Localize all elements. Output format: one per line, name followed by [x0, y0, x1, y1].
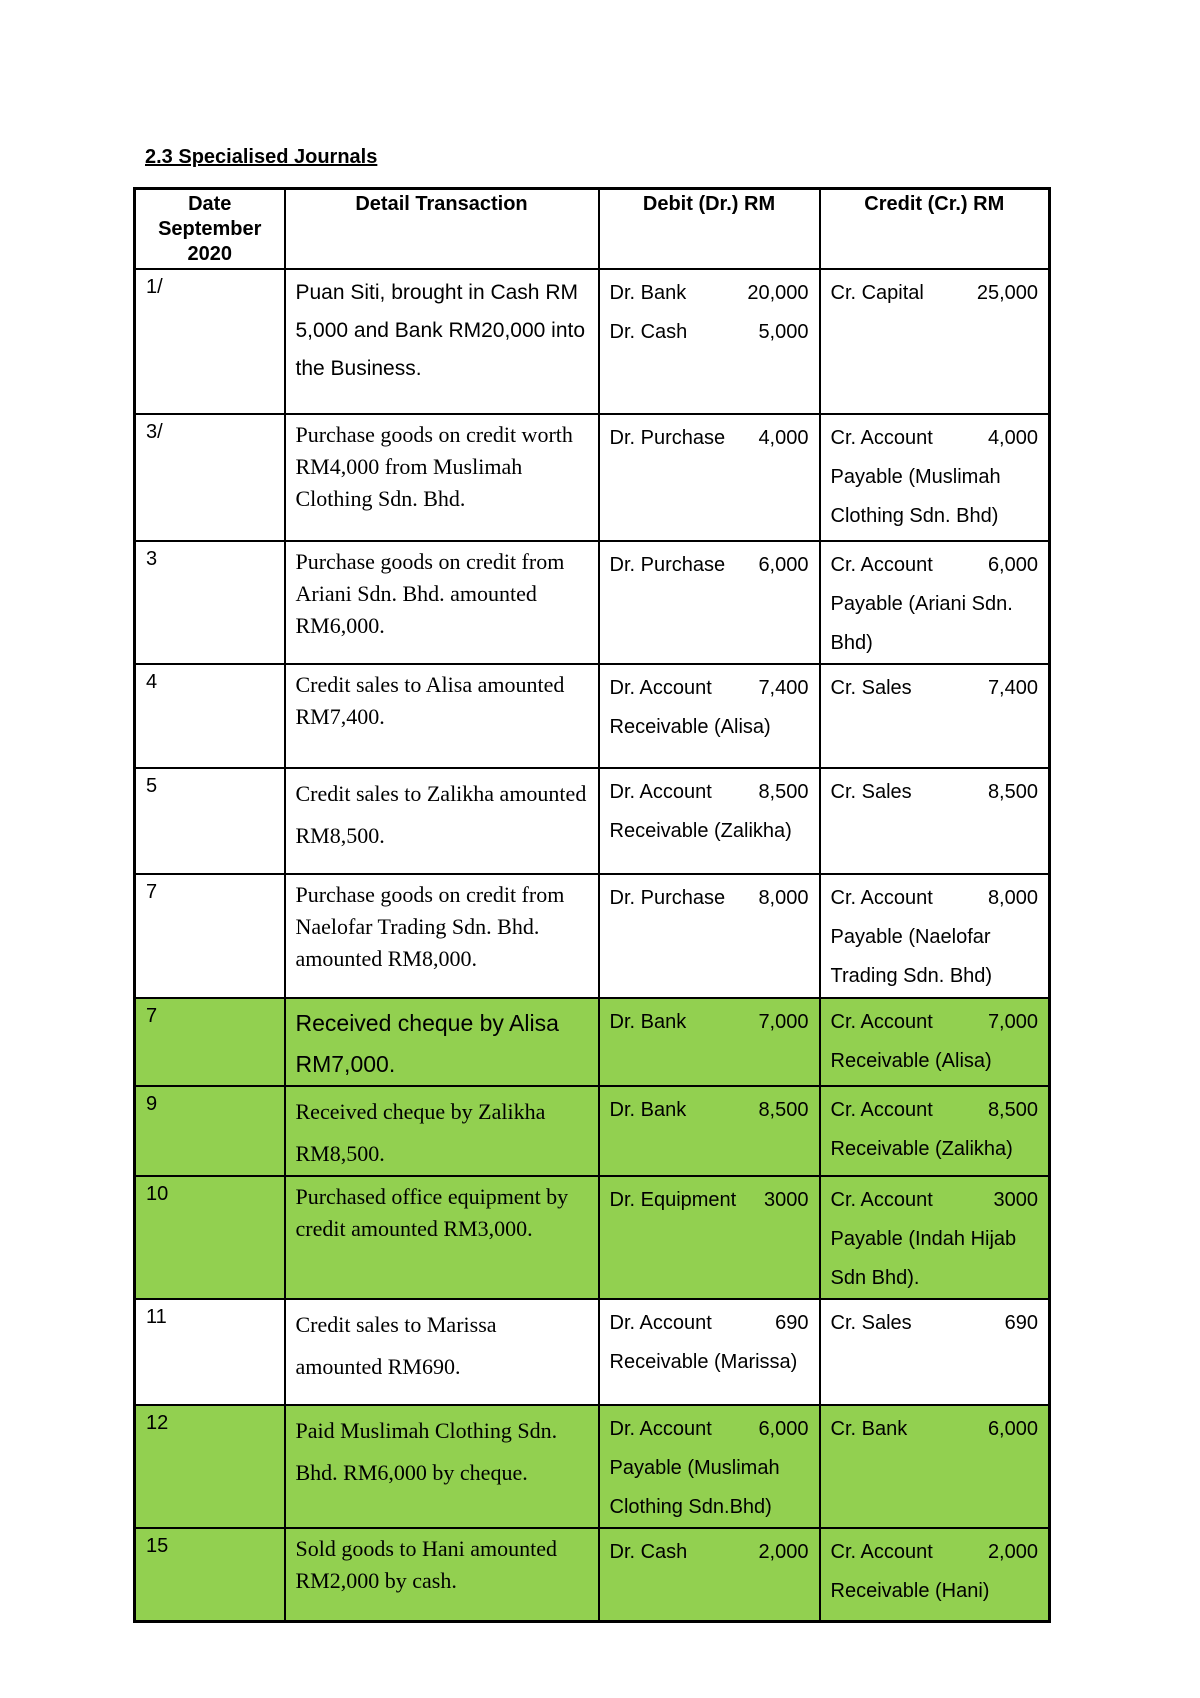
detail-cell: Purchase goods on credit from Ariani Sdn. Bhd. amounted RM6,000.: [285, 541, 599, 664]
column-header-debit: Debit (Dr.) RM: [599, 189, 820, 270]
debit-amount: 8,000: [758, 887, 809, 909]
table-row: [135, 1086, 1050, 1176]
table-header-row: [135, 189, 1050, 270]
journal-table: [133, 187, 1051, 1623]
date-cell: 9: [135, 1086, 285, 1176]
date-cell: 1/: [135, 269, 285, 414]
table-row: [135, 1528, 1050, 1621]
credit-label: Cr. Account: [830, 554, 933, 576]
date-cell: 3: [135, 541, 285, 664]
debit-cell: [599, 664, 820, 768]
column-header-date-line: Date: [188, 193, 232, 215]
detail-cell: Credit sales to Marissa amounted RM690.: [285, 1299, 599, 1405]
date-cell: 7: [135, 874, 285, 998]
column-header-date-line: September: [158, 218, 262, 240]
credit-label: Cr. Account: [830, 887, 933, 909]
credit-label: Cr. Capital: [830, 282, 924, 304]
debit-amount: 7,400: [758, 677, 809, 699]
table-row: [135, 998, 1050, 1086]
date-cell: 10: [135, 1176, 285, 1299]
detail-cell: Sold goods to Hani amounted RM2,000 by cash.: [285, 1528, 599, 1621]
debit-amount: 2,000: [758, 1541, 809, 1563]
debit-amount: 3000: [764, 1189, 809, 1211]
column-header-date: [135, 189, 285, 270]
detail-cell: Purchase goods on credit from Naelofar Trading Sdn. Bhd. amounted RM8,000.: [285, 874, 599, 998]
credit-amount: 8,000: [987, 887, 1038, 909]
date-cell: 15: [135, 1528, 285, 1621]
debit-label: Dr. Purchase: [609, 554, 726, 576]
credit-label: Cr. Account: [830, 1189, 933, 1211]
debit-cell: [599, 874, 820, 998]
credit-account-name: Payable (Muslimah Clothing Sdn. Bhd): [830, 466, 1001, 527]
credit-cell: [820, 874, 1050, 998]
debit-amount: 7,000: [758, 1011, 809, 1033]
debit-label: Dr. Purchase: [609, 427, 726, 449]
column-header-detail: Detail Transaction: [285, 189, 599, 270]
date-cell: 11: [135, 1299, 285, 1405]
credit-amount: 8,500: [987, 1099, 1038, 1121]
debit-amount: 20,000: [747, 282, 809, 304]
credit-account-name: Receivable (Hani): [830, 1580, 990, 1602]
credit-cell: [820, 998, 1050, 1086]
credit-account-name: Payable (Indah Hijab Sdn Bhd).: [830, 1228, 1017, 1289]
credit-amount: 690: [1004, 1312, 1038, 1334]
credit-cell: [820, 414, 1050, 541]
credit-label: Cr. Sales: [830, 1312, 912, 1334]
table-row: [135, 541, 1050, 664]
debit-amount: 5,000: [758, 321, 809, 343]
debit-cell: [599, 998, 820, 1086]
debit-label: Dr. Account: [609, 677, 712, 699]
debit-label: Dr. Cash: [609, 321, 688, 343]
debit-cell: [599, 1176, 820, 1299]
credit-amount: 6,000: [987, 1418, 1038, 1440]
table-row: [135, 414, 1050, 541]
credit-cell: [820, 768, 1050, 874]
debit-account-name: Receivable (Alisa): [609, 716, 771, 738]
debit-cell: [599, 768, 820, 874]
table-row: [135, 664, 1050, 768]
credit-amount: 4,000: [987, 427, 1038, 449]
date-cell: 12: [135, 1405, 285, 1528]
table-row: [135, 1299, 1050, 1405]
debit-label: Dr. Bank: [609, 282, 687, 304]
table-row: [135, 269, 1050, 414]
detail-cell: Credit sales to Zalikha amounted RM8,500.: [285, 768, 599, 874]
date-cell: 4: [135, 664, 285, 768]
debit-cell: [599, 414, 820, 541]
debit-account-name: Payable (Muslimah Clothing Sdn.Bhd): [609, 1457, 780, 1518]
debit-cell: [599, 1528, 820, 1621]
debit-label: Dr. Bank: [609, 1099, 687, 1121]
credit-cell: [820, 664, 1050, 768]
credit-amount: 8,500: [987, 781, 1038, 803]
credit-label: Cr. Bank: [830, 1418, 908, 1440]
debit-cell: [599, 1086, 820, 1176]
debit-label: Dr. Account: [609, 1312, 712, 1334]
credit-account-name: Payable (Naelofar Trading Sdn. Bhd): [830, 926, 993, 987]
column-header-credit: Credit (Cr.) RM: [820, 189, 1050, 270]
credit-amount: 25,000: [976, 282, 1038, 304]
credit-label: Cr. Account: [830, 1099, 933, 1121]
credit-account-name: Receivable (Alisa): [830, 1050, 992, 1072]
detail-cell: Purchase goods on credit worth RM4,000 from Muslimah Clothing Sdn. Bhd.: [285, 414, 599, 541]
credit-amount: 6,000: [987, 554, 1038, 576]
credit-cell: [820, 1086, 1050, 1176]
credit-label: Cr. Account: [830, 1541, 933, 1563]
credit-cell: [820, 269, 1050, 414]
debit-label: Dr. Equipment: [609, 1189, 737, 1211]
debit-amount: 6,000: [758, 1418, 809, 1440]
debit-cell: [599, 1299, 820, 1405]
date-cell: 5: [135, 768, 285, 874]
credit-account-name: Receivable (Zalikha): [830, 1138, 1013, 1160]
debit-amount: 8,500: [758, 781, 809, 803]
detail-cell: Received cheque by Zalikha RM8,500.: [285, 1086, 599, 1176]
debit-label: Dr. Cash: [609, 1541, 688, 1563]
debit-cell: [599, 541, 820, 664]
credit-cell: [820, 1299, 1050, 1405]
detail-cell: Received cheque by Alisa RM7,000.: [285, 998, 599, 1086]
table-row: [135, 1405, 1050, 1528]
debit-account-name: Receivable (Marissa): [609, 1351, 798, 1373]
credit-label: Cr. Sales: [830, 677, 912, 699]
debit-account-name: Receivable (Zalikha): [609, 820, 792, 842]
debit-amount: 8,500: [758, 1099, 809, 1121]
debit-amount: 6,000: [758, 554, 809, 576]
credit-cell: [820, 1176, 1050, 1299]
debit-cell: [599, 1405, 820, 1528]
detail-cell: Paid Muslimah Clothing Sdn. Bhd. RM6,000 by cheque.: [285, 1405, 599, 1528]
table-row: [135, 768, 1050, 874]
credit-amount: 2,000: [987, 1541, 1038, 1563]
detail-cell: Puan Siti, brought in Cash RM 5,000 and Bank RM20,000 into the Business.: [285, 269, 599, 414]
detail-cell: Purchased office equipment by credit amounted RM3,000.: [285, 1176, 599, 1299]
section-heading: 2.3 Specialised Journals: [145, 146, 378, 168]
credit-amount: 3000: [993, 1189, 1038, 1211]
credit-cell: [820, 541, 1050, 664]
credit-label: Cr. Account: [830, 1011, 933, 1033]
credit-amount: 7,400: [987, 677, 1038, 699]
credit-amount: 7,000: [987, 1011, 1038, 1033]
debit-label: Dr. Purchase: [609, 887, 726, 909]
table-row: [135, 874, 1050, 998]
credit-label: Cr. Sales: [830, 781, 912, 803]
debit-label: Dr. Account: [609, 1418, 712, 1440]
debit-label: Dr. Account: [609, 781, 712, 803]
table-row: [135, 1176, 1050, 1299]
date-cell: 3/: [135, 414, 285, 541]
credit-cell: [820, 1405, 1050, 1528]
debit-amount: 4,000: [758, 427, 809, 449]
credit-account-name: Payable (Ariani Sdn. Bhd): [830, 593, 1013, 654]
credit-label: Cr. Account: [830, 427, 933, 449]
debit-amount: 690: [775, 1312, 809, 1334]
debit-cell: [599, 269, 820, 414]
detail-cell: Credit sales to Alisa amounted RM7,400.: [285, 664, 599, 768]
debit-label: Dr. Bank: [609, 1011, 687, 1033]
column-header-date-line: 2020: [187, 243, 232, 265]
date-cell: 7: [135, 998, 285, 1086]
credit-cell: [820, 1528, 1050, 1621]
